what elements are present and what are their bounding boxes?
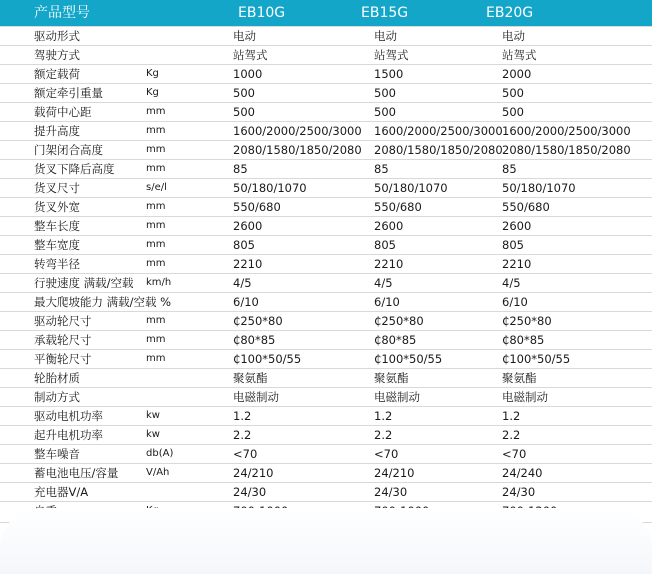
row-unit: mm [146,106,166,117]
row-value-eb15g: 电动 [374,29,397,43]
row-value-eb15g: 电磁制动 [374,390,420,404]
row-value-eb15g: 2600 [374,219,404,233]
row-value-eb10g: 4/5 [233,276,252,290]
table-row [0,312,652,331]
row-value-eb15g: 24/30 [374,485,408,499]
row-label: 转弯半径 [34,257,80,271]
row-value-eb20g: 电动 [502,29,525,43]
row-value-eb20g: 4/5 [502,276,521,290]
header-model-2: EB15G [361,5,409,21]
header-label: 产品型号 [34,5,90,21]
row-label: 驱动轮尺寸 [34,314,92,328]
row-value-eb10g: 2210 [233,257,263,271]
row-unit: mm [146,220,166,231]
row-value-eb20g: 1600/2000/2500/3000 [502,124,631,138]
row-unit: mm [146,353,166,364]
row-label: 制动方式 [34,390,80,404]
row-unit: mm [146,239,166,250]
row-value-eb20g: 50/180/1070 [502,181,576,195]
table-row [0,388,652,407]
row-label: 额定载荷 [34,67,80,81]
row-unit: mm [146,163,166,174]
row-unit: Kg [146,87,159,98]
row-unit: kw [146,410,160,421]
row-value-eb15g: 4/5 [374,276,393,290]
row-unit: mm [146,258,166,269]
row-value-eb20g: 站驾式 [502,48,537,62]
table-row [0,198,652,217]
row-value-eb10g: 24/30 [233,485,267,499]
row-value-eb10g: 50/180/1070 [233,181,307,195]
row-value-eb20g: <70 [502,447,527,461]
row-value-eb10g: 1600/2000/2500/3000 [233,124,362,138]
table-row [0,122,652,141]
row-value-eb20g: ₵80*85 [502,333,545,347]
row-label: 额定牵引重量 [34,86,103,100]
row-value-eb10g: <70 [233,447,258,461]
row-value-eb10g: 1.2 [233,409,252,423]
row-value-eb20g: 6/10 [502,295,528,309]
row-value-eb20g: 85 [502,162,517,176]
row-value-eb15g: 500 [374,105,396,119]
row-unit: Kg [146,68,159,79]
row-label: 驱动电机功率 [34,409,103,423]
table-row [0,407,652,426]
table-row [0,426,652,445]
row-value-eb20g: 500 [502,86,524,100]
row-value-eb15g: 24/210 [374,466,415,480]
row-label: 平衡轮尺寸 [34,352,92,366]
row-label: 行驶速度 满载/空载 [34,276,134,290]
header-model-3: EB20G [486,5,534,21]
row-unit: mm [146,125,166,136]
row-value-eb20g: 24/30 [502,485,536,499]
table-row [0,445,652,464]
row-label: 载荷中心距 [34,105,92,119]
table-row [0,255,652,274]
row-value-eb10g: ₵100*50/55 [233,352,302,366]
table-row [0,483,652,502]
row-label: 轮胎材质 [34,371,80,385]
row-value-eb20g: 2080/1580/1850/2080 [502,143,631,157]
table-row [0,274,652,293]
row-unit: mm [146,315,166,326]
table-row [0,293,652,312]
row-label: 驾驶方式 [34,48,80,62]
table-row [0,46,652,65]
row-value-eb15g: 2080/1580/1850/2080 [374,143,503,157]
table-row [0,160,652,179]
row-value-eb10g: 聚氨酯 [233,371,268,385]
row-value-eb15g: 500 [374,86,396,100]
row-value-eb10g: 500 [233,105,255,119]
row-label: 起升电机功率 [34,428,103,442]
row-value-eb20g: ₵100*50/55 [502,352,571,366]
row-value-eb20g: 1.2 [502,409,521,423]
row-label: 最大爬坡能力 满载/空载 % [34,295,172,309]
row-label: 充电器V/A [34,485,89,499]
table-row [0,26,652,46]
row-unit: db(A) [146,448,174,459]
row-value-eb15g: 805 [374,238,396,252]
row-value-eb10g: 电磁制动 [233,390,279,404]
row-value-eb20g: 24/240 [502,466,543,480]
row-value-eb15g: 50/180/1070 [374,181,448,195]
row-value-eb10g: 550/680 [233,200,281,214]
row-value-eb15g: ₵250*80 [374,314,424,328]
row-label: 整车宽度 [34,238,80,252]
table-row [0,217,652,236]
row-value-eb10g: 6/10 [233,295,259,309]
row-value-eb10g: ₵250*80 [233,314,283,328]
row-value-eb20g: 2000 [502,67,532,81]
row-value-eb15g: <70 [374,447,399,461]
row-value-eb10g: 1000 [233,67,263,81]
row-label: 整车噪音 [34,447,80,461]
row-value-eb20g: 2.2 [502,428,521,442]
header-model-1: EB10G [238,5,286,21]
row-value-eb20g: 电磁制动 [502,390,548,404]
row-value-eb20g: 805 [502,238,524,252]
row-value-eb15g: 站驾式 [374,48,409,62]
row-unit: km/h [146,277,172,288]
table-row [0,350,652,369]
row-value-eb15g: 6/10 [374,295,400,309]
row-value-eb15g: 1.2 [374,409,393,423]
row-value-eb15g: ₵80*85 [374,333,417,347]
row-value-eb15g: 1600/2000/2500/3000 [374,124,503,138]
table-row [0,236,652,255]
table-row [0,179,652,198]
table-row [0,369,652,388]
row-label: 蓄电池电压/容量 [34,466,119,480]
row-label: 货叉外宽 [34,200,80,214]
table-header [0,0,652,26]
row-value-eb10g: 2080/1580/1850/2080 [233,143,362,157]
row-label: 货叉尺寸 [34,181,80,195]
row-label: 驱动形式 [34,29,80,43]
row-value-eb10g: 85 [233,162,248,176]
row-label: 门架闭合高度 [34,143,103,157]
row-value-eb10g: 电动 [233,29,256,43]
row-value-eb20g: 500 [502,105,524,119]
row-value-eb15g: 85 [374,162,389,176]
row-value-eb15g: 550/680 [374,200,422,214]
table-row [0,103,652,122]
row-unit: mm [146,201,166,212]
table-row [0,464,652,483]
row-value-eb20g: 2210 [502,257,532,271]
row-unit: kw [146,429,160,440]
row-value-eb10g: 2.2 [233,428,252,442]
row-value-eb10g: 24/210 [233,466,274,480]
row-value-eb15g: 2.2 [374,428,393,442]
row-value-eb15g: 1500 [374,67,404,81]
row-label: 提升高度 [34,124,80,138]
table-row [0,84,652,103]
spec-table [0,0,652,26]
row-value-eb20g: ₵250*80 [502,314,552,328]
row-unit: V/Ah [146,467,170,478]
table-body [0,26,652,523]
row-value-eb20g: 2600 [502,219,532,233]
row-unit: mm [146,334,166,345]
row-value-eb15g: 2210 [374,257,404,271]
table-row [0,331,652,350]
row-value-eb20g: 550/680 [502,200,550,214]
table-row [0,141,652,160]
row-value-eb10g: 站驾式 [233,48,268,62]
footer-background [0,508,652,574]
row-value-eb10g: 805 [233,238,255,252]
row-label: 承载轮尺寸 [34,333,92,347]
row-label: 货叉下降后高度 [34,162,115,176]
row-label: 整车长度 [34,219,80,233]
row-value-eb15g: ₵100*50/55 [374,352,443,366]
row-unit: s/e/l [146,182,167,193]
row-value-eb10g: ₵80*85 [233,333,276,347]
row-value-eb10g: 2600 [233,219,263,233]
row-value-eb20g: 聚氨酯 [502,371,537,385]
table-row [0,65,652,84]
row-unit: mm [146,144,166,155]
row-value-eb10g: 500 [233,86,255,100]
row-value-eb15g: 聚氨酯 [374,371,409,385]
